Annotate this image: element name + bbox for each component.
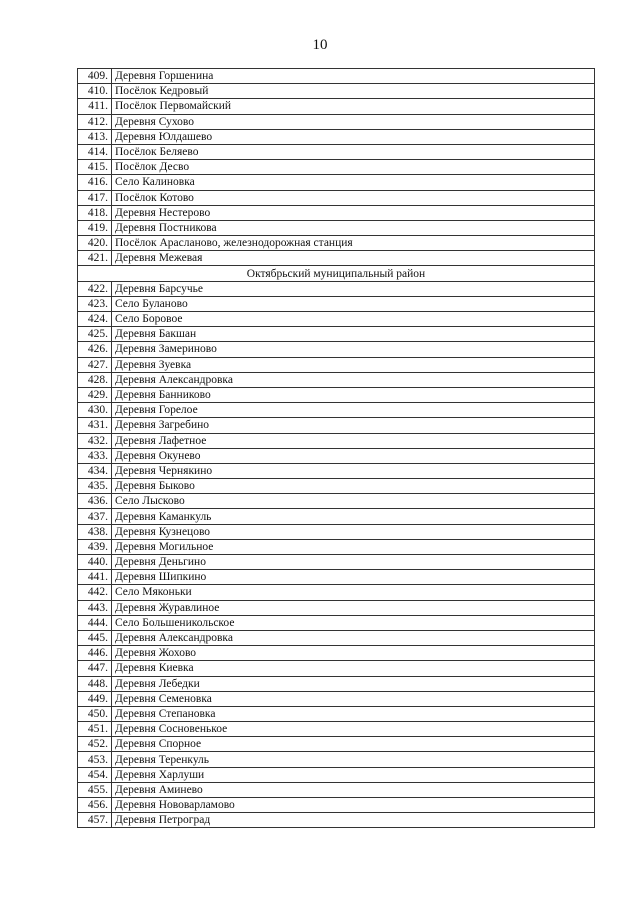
row-number: 456. — [78, 798, 112, 813]
table-row — [78, 524, 595, 539]
settlement-name: Деревня Могильное — [112, 539, 595, 554]
row-number: 431. — [78, 418, 112, 433]
table-row — [78, 737, 595, 752]
row-number: 454. — [78, 767, 112, 782]
settlement-name: Деревня Киевка — [112, 661, 595, 676]
row-number: 429. — [78, 387, 112, 402]
row-number: 446. — [78, 646, 112, 661]
settlement-name: Деревня Зуевка — [112, 357, 595, 372]
table-row — [78, 99, 595, 114]
table-row — [78, 767, 595, 782]
row-number: 438. — [78, 524, 112, 539]
table-row — [78, 342, 595, 357]
settlement-name: Село Большеникольское — [112, 615, 595, 630]
settlement-name: Деревня Теренкуль — [112, 752, 595, 767]
table-row — [78, 463, 595, 478]
row-number: 433. — [78, 448, 112, 463]
settlement-name: Деревня Загребино — [112, 418, 595, 433]
row-number: 427. — [78, 357, 112, 372]
row-number: 453. — [78, 752, 112, 767]
row-number: 426. — [78, 342, 112, 357]
settlement-name: Деревня Чернякино — [112, 463, 595, 478]
row-number: 439. — [78, 539, 112, 554]
row-number: 434. — [78, 463, 112, 478]
settlement-name: Деревня Межевая — [112, 251, 595, 266]
table-row — [78, 144, 595, 159]
table-row — [78, 327, 595, 342]
settlement-name: Деревня Шипкино — [112, 570, 595, 585]
row-number: 436. — [78, 494, 112, 509]
row-number: 417. — [78, 190, 112, 205]
settlement-name: Деревня Степановка — [112, 706, 595, 721]
row-number: 425. — [78, 327, 112, 342]
settlement-name: Деревня Петроград — [112, 813, 595, 828]
settlement-name: Деревня Аминево — [112, 782, 595, 797]
row-number: 414. — [78, 144, 112, 159]
table-row — [78, 387, 595, 402]
settlement-name: Село Буланово — [112, 296, 595, 311]
settlement-name: Село Калиновка — [112, 175, 595, 190]
settlement-name: Деревня Лафетное — [112, 433, 595, 448]
settlement-name: Деревня Александровка — [112, 372, 595, 387]
settlement-name: Посёлок Десво — [112, 160, 595, 175]
row-number: 409. — [78, 69, 112, 84]
table-row — [78, 615, 595, 630]
table-row — [78, 418, 595, 433]
table-row — [78, 357, 595, 372]
row-number: 451. — [78, 722, 112, 737]
row-number: 444. — [78, 615, 112, 630]
table-row — [78, 296, 595, 311]
row-number: 428. — [78, 372, 112, 387]
settlement-name: Деревня Каманкуль — [112, 509, 595, 524]
table-row — [78, 205, 595, 220]
page-number: 10 — [312, 37, 328, 53]
table-row — [78, 84, 595, 99]
settlement-name: Деревня Постникова — [112, 220, 595, 235]
settlement-name: Село Боровое — [112, 312, 595, 327]
table-row — [78, 555, 595, 570]
settlement-name: Деревня Деньгино — [112, 555, 595, 570]
table-row — [78, 722, 595, 737]
table-row — [78, 236, 595, 251]
row-number: 455. — [78, 782, 112, 797]
row-number: 412. — [78, 114, 112, 129]
table-row — [78, 114, 595, 129]
settlement-name: Деревня Жохово — [112, 646, 595, 661]
settlement-name: Посёлок Арасланово, железнодорожная станция — [112, 236, 595, 251]
settlement-name: Село Лысково — [112, 494, 595, 509]
settlement-name: Посёлок Первомайский — [112, 99, 595, 114]
table-row — [78, 813, 595, 828]
table-row — [78, 798, 595, 813]
settlement-name: Деревня Александровка — [112, 630, 595, 645]
table-row — [78, 372, 595, 387]
section-header-row — [78, 266, 595, 281]
table-row — [78, 782, 595, 797]
settlement-name: Деревня Спорное — [112, 737, 595, 752]
settlement-name: Деревня Харлуши — [112, 767, 595, 782]
table-row — [78, 479, 595, 494]
table-row — [78, 403, 595, 418]
table-row — [78, 539, 595, 554]
settlement-name: Деревня Кузнецово — [112, 524, 595, 539]
row-number: 432. — [78, 433, 112, 448]
section-title: Октябрьский муниципальный район — [78, 266, 595, 281]
row-number: 411. — [78, 99, 112, 114]
settlement-name: Деревня Замериново — [112, 342, 595, 357]
table-row — [78, 281, 595, 296]
table-row — [78, 190, 595, 205]
settlement-name: Посёлок Беляево — [112, 144, 595, 159]
settlements-table-body — [78, 69, 595, 828]
settlement-name: Деревня Нововарламово — [112, 798, 595, 813]
row-number: 450. — [78, 706, 112, 721]
table-row — [78, 600, 595, 615]
row-number: 435. — [78, 479, 112, 494]
row-number: 445. — [78, 630, 112, 645]
settlement-name: Деревня Юлдашево — [112, 129, 595, 144]
row-number: 447. — [78, 661, 112, 676]
table-row — [78, 433, 595, 448]
table-row — [78, 570, 595, 585]
settlement-name: Село Мяконьки — [112, 585, 595, 600]
row-number: 457. — [78, 813, 112, 828]
table-row — [78, 630, 595, 645]
table-row — [78, 494, 595, 509]
table-row — [78, 448, 595, 463]
row-number: 416. — [78, 175, 112, 190]
table-row — [78, 175, 595, 190]
row-number: 419. — [78, 220, 112, 235]
row-number: 421. — [78, 251, 112, 266]
row-number: 430. — [78, 403, 112, 418]
settlement-name: Деревня Сосновенькое — [112, 722, 595, 737]
settlement-name: Посёлок Котово — [112, 190, 595, 205]
row-number: 413. — [78, 129, 112, 144]
row-number: 410. — [78, 84, 112, 99]
table-row — [78, 585, 595, 600]
settlement-name: Деревня Горшенина — [112, 69, 595, 84]
row-number: 442. — [78, 585, 112, 600]
row-number: 440. — [78, 555, 112, 570]
settlement-name: Деревня Быково — [112, 479, 595, 494]
row-number: 420. — [78, 236, 112, 251]
settlement-name: Деревня Банниково — [112, 387, 595, 402]
settlement-name: Деревня Горелое — [112, 403, 595, 418]
settlement-name: Деревня Окунево — [112, 448, 595, 463]
settlement-name: Деревня Семеновка — [112, 691, 595, 706]
row-number: 418. — [78, 205, 112, 220]
settlement-name: Деревня Сухово — [112, 114, 595, 129]
settlement-name: Деревня Барсучье — [112, 281, 595, 296]
table-row — [78, 251, 595, 266]
table-row — [78, 676, 595, 691]
row-number: 448. — [78, 676, 112, 691]
row-number: 441. — [78, 570, 112, 585]
settlement-name: Деревня Журавлиное — [112, 600, 595, 615]
table-row — [78, 129, 595, 144]
row-number: 415. — [78, 160, 112, 175]
settlement-name: Деревня Бакшан — [112, 327, 595, 342]
table-row — [78, 752, 595, 767]
row-number: 443. — [78, 600, 112, 615]
row-number: 422. — [78, 281, 112, 296]
row-number: 452. — [78, 737, 112, 752]
settlement-name: Посёлок Кедровый — [112, 84, 595, 99]
row-number: 424. — [78, 312, 112, 327]
table-row — [78, 661, 595, 676]
row-number: 437. — [78, 509, 112, 524]
table-row — [78, 646, 595, 661]
table-row — [78, 509, 595, 524]
settlements-table — [77, 68, 595, 828]
table-row — [78, 691, 595, 706]
row-number: 449. — [78, 691, 112, 706]
table-row — [78, 160, 595, 175]
row-number: 423. — [78, 296, 112, 311]
table-row — [78, 69, 595, 84]
settlement-name: Деревня Нестерово — [112, 205, 595, 220]
settlement-name: Деревня Лебедки — [112, 676, 595, 691]
table-row — [78, 706, 595, 721]
table-row — [78, 220, 595, 235]
table-row — [78, 312, 595, 327]
